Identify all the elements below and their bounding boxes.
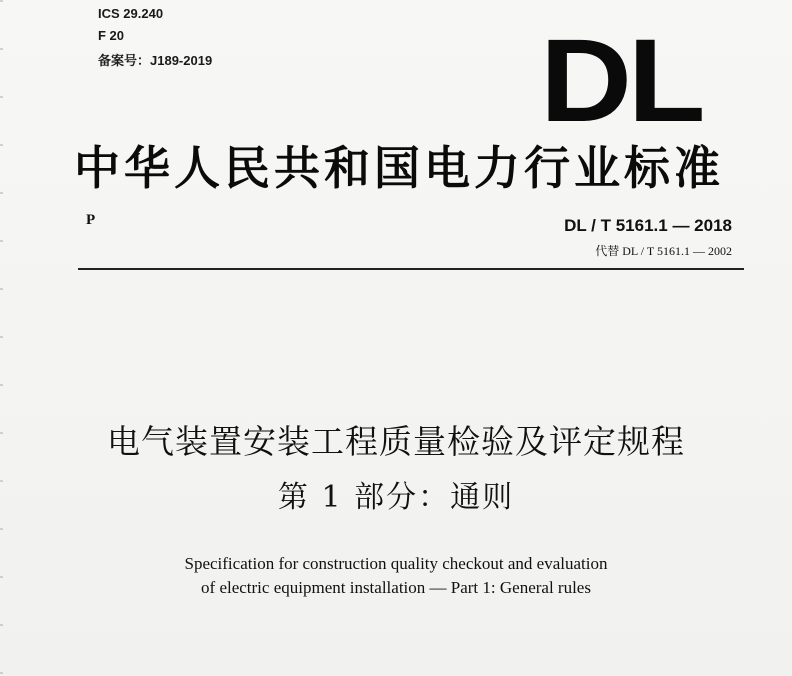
document-subtitle-chinese: 第 1 部分：通则	[277, 480, 515, 515]
document-title-english-line1: Specification for construction quality checkout and evaluation	[184, 554, 608, 573]
standard-number: DL / T 5161.1 — 2018	[564, 216, 732, 235]
issuing-organization-title: 中华人民共和国电力行业标准	[74, 141, 724, 195]
replaced-standard: 代替 DL / T 5161.1 — 2002	[595, 244, 732, 258]
record-number: 备案号：J189-2019	[98, 53, 213, 68]
document-title-english-line2: of electric equipment installation — Part 1: General rules	[201, 578, 591, 597]
dl-logo: DL	[540, 15, 702, 147]
ics-code: ICS 29.240	[98, 6, 164, 21]
document-title-chinese: 电气装置安装工程质量检验及评定规程	[107, 422, 685, 461]
classification-code: F 20	[98, 28, 125, 43]
scan-edge-marks	[0, 0, 3, 676]
category-code: P	[86, 212, 96, 228]
header-divider	[78, 268, 744, 270]
